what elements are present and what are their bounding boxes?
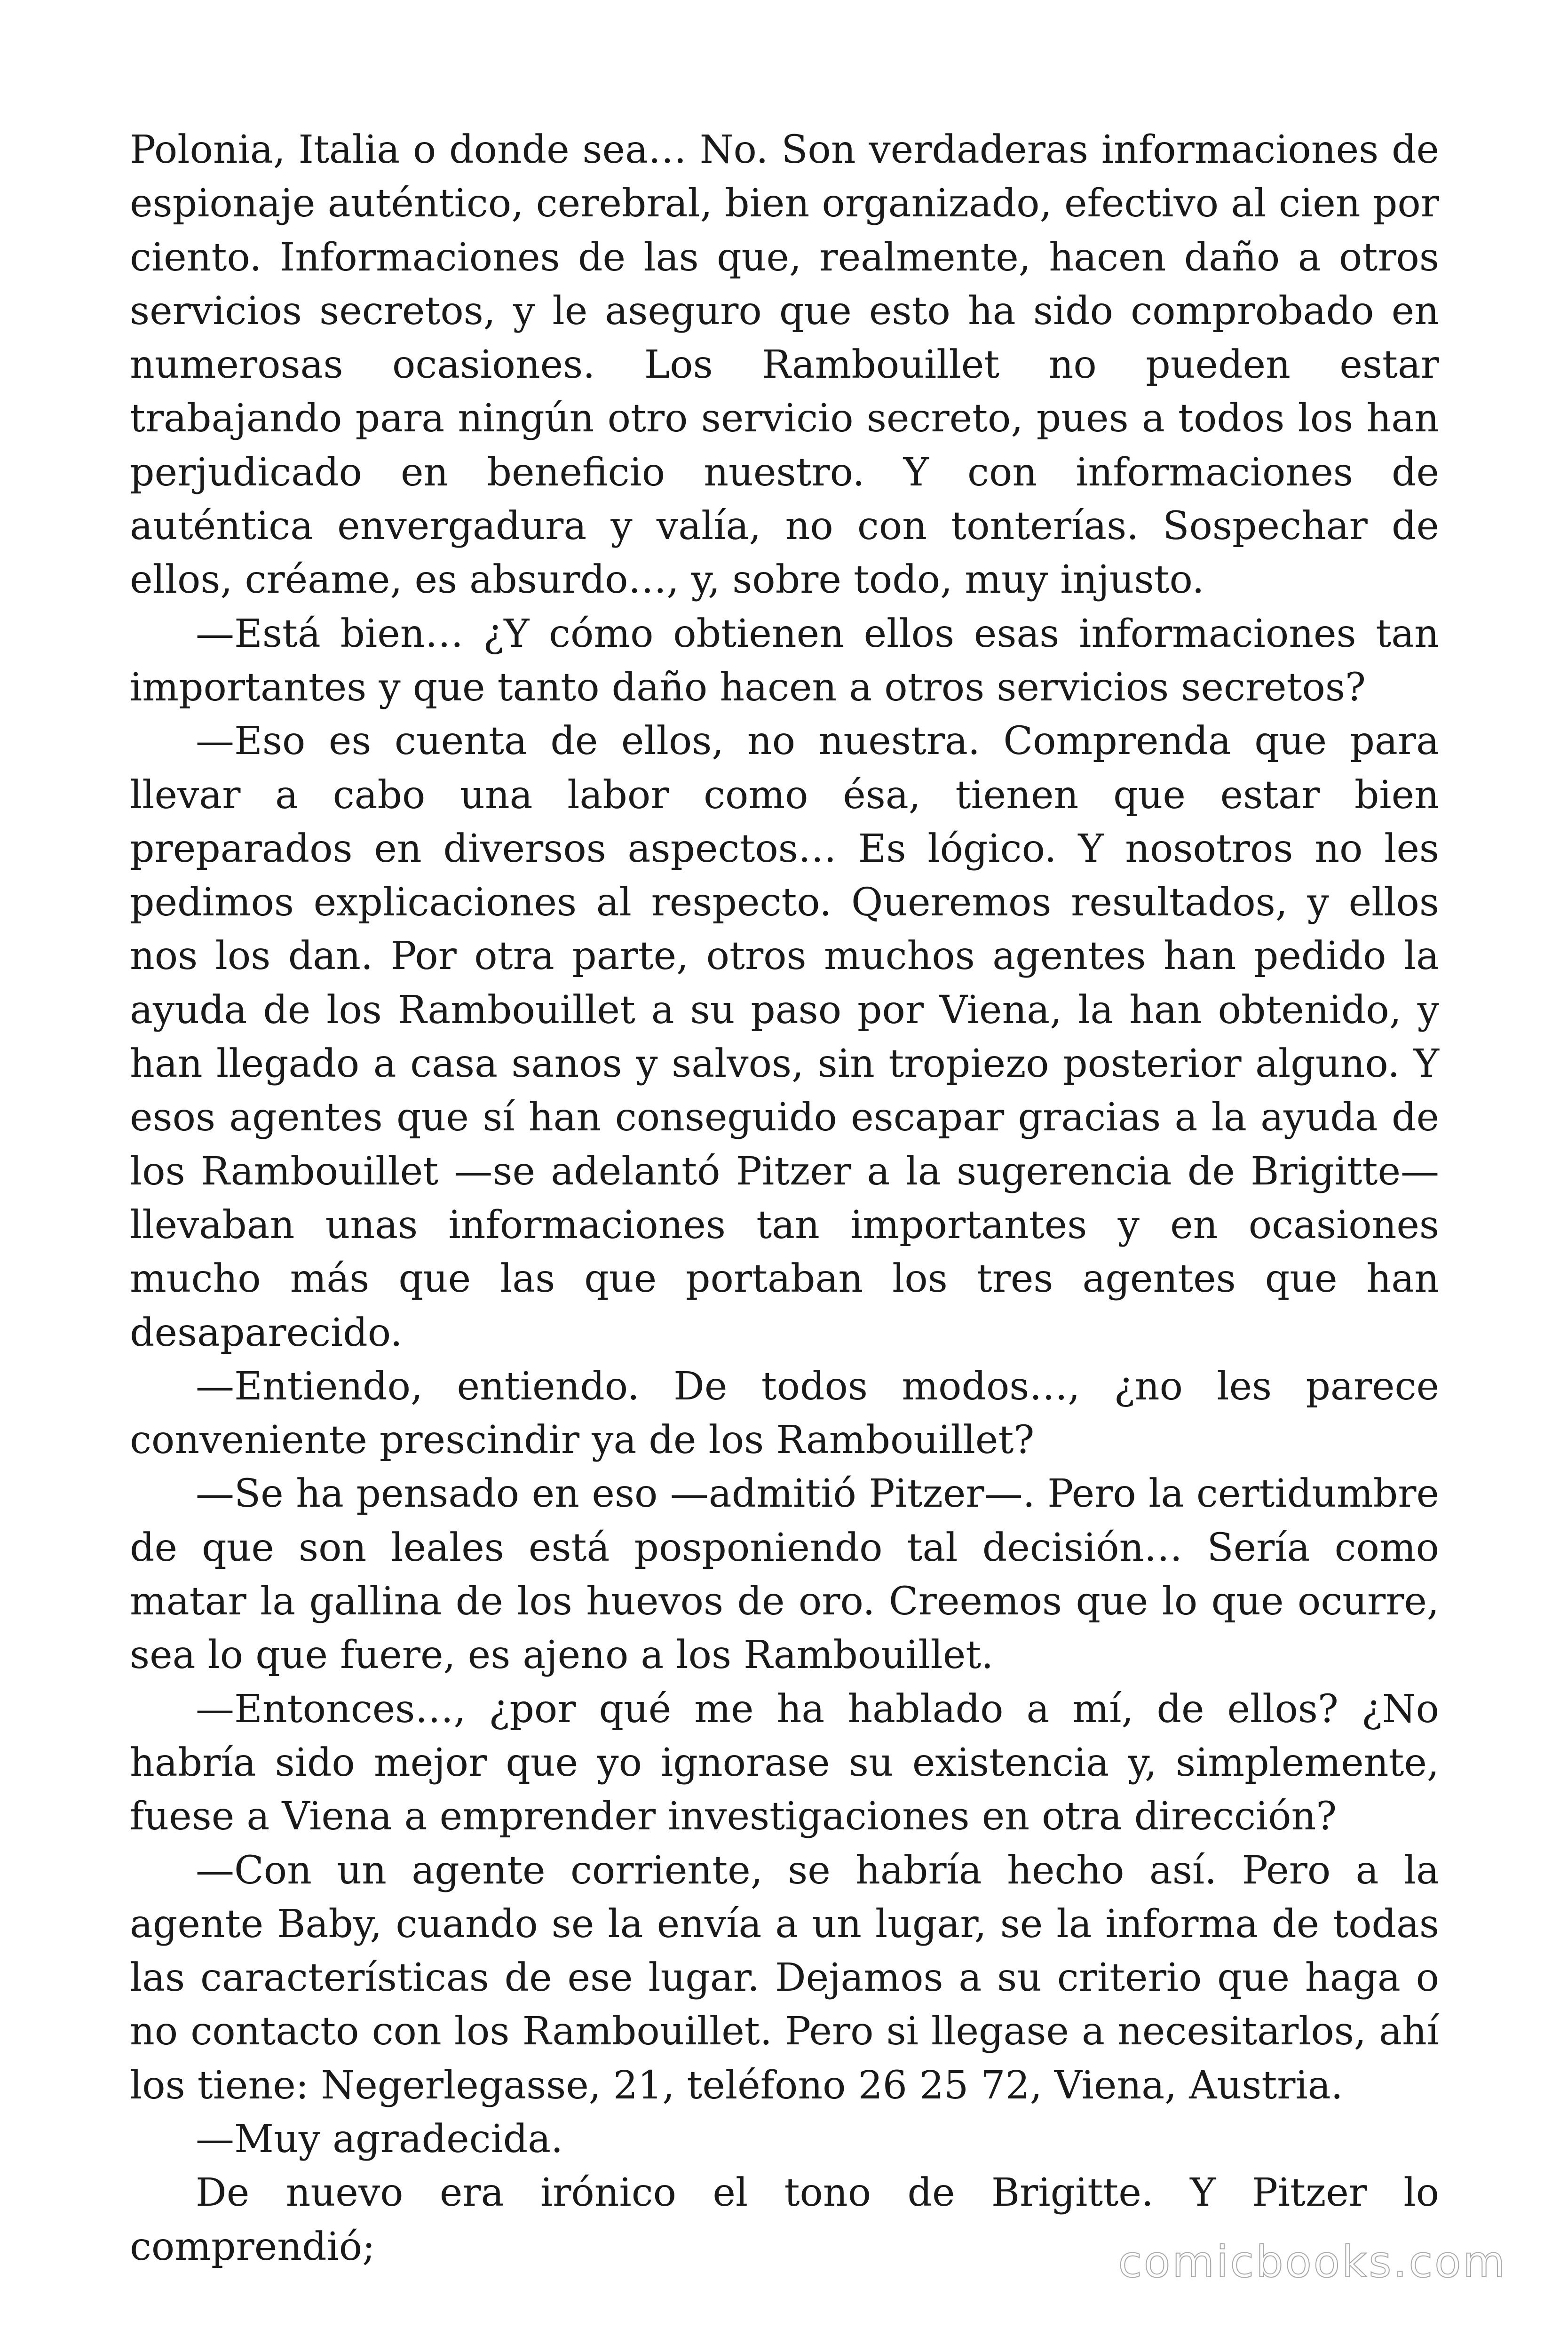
paragraph-7: —Con un agente corriente, se habría hecho así. Pero a la agente Baby, cuando se la envía a un lugar, se la informa de todas las características de ese lugar. Dejamos a su criterio que haga o no contacto con los Rambouillet. Pero si llegase a necesitarlos, ahí los tiene: Negerlegasse, 21, teléfono 26 25 72, Viena, Austria.	[130, 1848, 1439, 2108]
paragraph-8: —Muy agradecida.	[196, 2116, 563, 2161]
paragraph-5: —Se ha pensado en eso —admitió Pitzer—. Pero la certidumbre de que son leales está posponiendo tal decisión… Sería como matar la gallina de los huevos de oro. Creemos que lo que ocurre, sea lo que fuere, es ajeno a los Rambouillet.	[130, 1471, 1439, 1678]
paragraph-6: —Entonces…, ¿por qué me ha hablado a mí, de ellos? ¿No habría sido mejor que yo ignorase su existencia y, simplemente, fuese a Viena a emprender investigaciones en otra dirección?	[130, 1686, 1439, 1839]
paragraph-9: De nuevo era irónico el tono de Brigitte. Y Pitzer lo comprendió;	[130, 2170, 1439, 2269]
paragraph-4: —Entiendo, entiendo. De todos modos…, ¿no les parece conveniente prescindir ya de los Rambouillet?	[130, 1364, 1439, 1463]
book-page-text	[130, 123, 1439, 2274]
paragraph-1: Polonia, Italia o donde sea… No. Son verdaderas informaciones de espionaje auténtico, cerebral, bien organizado, efectivo al cien por ciento. Informaciones de las que, realmente, hacen daño a otros servicios secretos, y le aseguro que esto ha sido comprobado en numerosas ocasiones. Los Rambouillet no pueden estar trabajando para ningún otro servicio secreto, pues a todos los han perjudicado en beneficio nuestro. Y con informaciones de auténtica envergadura y valía, no con tonterías. Sospechar de ellos, créame, es absurdo…, y, sobre todo, muy injusto.	[130, 127, 1439, 603]
watermark-text: comicbooks.com	[1118, 2237, 1507, 2287]
paragraph-3: —Eso es cuenta de ellos, no nuestra. Comprenda que para llevar a cabo una labor como ésa, tienen que estar bien preparados en diversos aspectos… Es lógico. Y nosotros no les pedimos explicaciones al respecto. Queremos resultados, y ellos nos los dan. Por otra parte, otros muchos agentes han pedido la ayuda de los Rambouillet a su paso por Viena, la han obtenido, y han llegado a casa sanos y salvos, sin tropiezo posterior alguno. Y esos agentes que sí han conseguido escapar gracias a la ayuda de los Rambouillet —se adelantó Pitzer a la sugerencia de Brigitte— llevaban unas informaciones tan importantes y en ocasiones mucho más que las que portaban los tres agentes que han desaparecido.	[130, 719, 1439, 1355]
paragraph-2: —Está bien… ¿Y cómo obtienen ellos esas informaciones tan importantes y que tanto daño hacen a otros servicios secretos?	[130, 611, 1439, 710]
